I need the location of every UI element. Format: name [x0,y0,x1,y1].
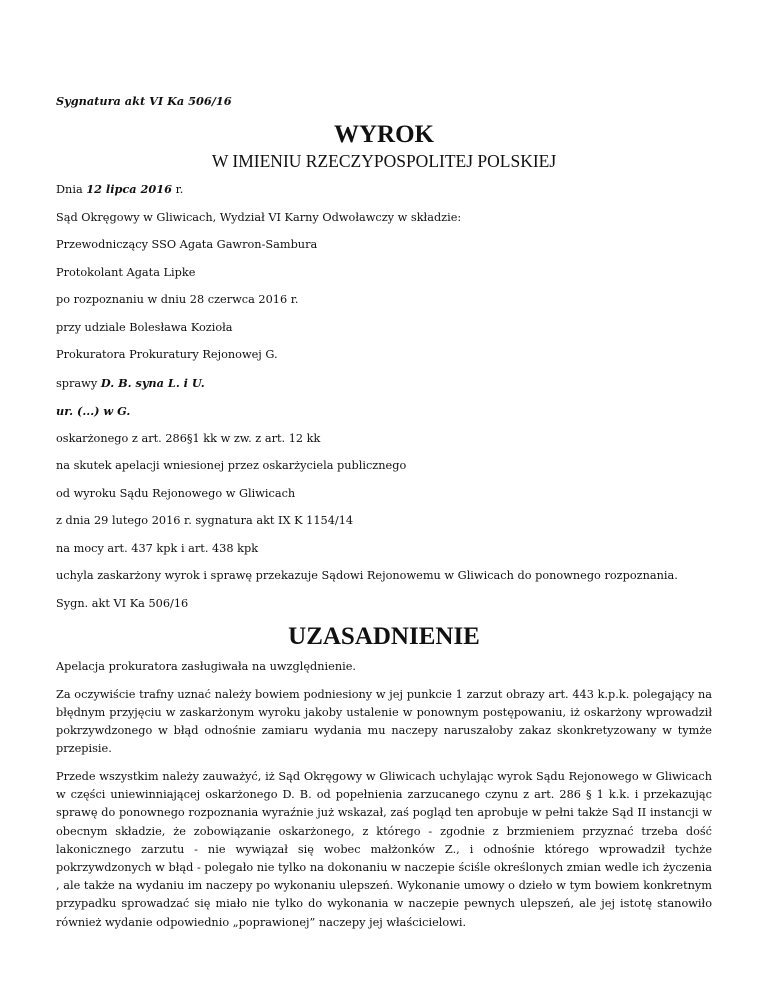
hearing-date: po rozpoznaniu w dniu 28 czerwca 2016 r. [56,293,299,306]
case-signature-2: Sygn. akt VI Ka 506/16 [56,596,189,610]
date-suffix: r. [172,183,184,196]
from-judgment-line: od wyroku Sądu Rejonowego w Gliwicach [56,486,296,500]
case-line [56,374,712,393]
decision-line: uchyla zaskarżony wyrok i sprawę przekazuje Sądowi Rejonowemu w Gliwicach do ponownego rozpoznania. [56,569,678,582]
justification-title: UZASADNIENIE [288,623,480,650]
court-line: Sąd Okręgowy w Gliwicach, Wydział VI Karny Odwoławczy w składzie: [56,210,462,224]
date-prefix: Dnia [56,183,87,196]
document-title: WYROK [334,121,434,148]
case-signature: Sygnatura akt VI Ka 506/16 [56,94,232,108]
appeal-line: na skutek apelacji wniesionej przez oskarżyciela publicznego [56,459,407,472]
date-value: 12 lipca 2016 [86,182,172,196]
case-prefix: sprawy [56,376,101,390]
judgment-date [56,180,712,199]
presiding-judge: Przewodniczący SSO Agata Gawron-Sambura [56,238,318,251]
defendant-name: D. B. syna L. i U. [100,375,205,390]
legal-basis-line: na mocy art. 437 kpk i art. 438 kpk [56,541,259,555]
prosecutor-line: Prokuratora Prokuratury Rejonowej G. [56,348,278,361]
participation-line: przy udziale Bolesława Kozioła [56,320,233,334]
document-subtitle: W IMIENIU RZECZYPOSPOLITEJ POLSKIEJ [211,151,557,171]
justification-paragraph-2: Za oczywiście trafny uznać należy bowiem podniesiony w jej punkcie 1 zarzut obrazy art. 443 k.p.k. polegający na błędnym przyjęciu w zaskarżonym wyroku jakoby ustalenie w ponownym postępowaniu, iż oskarżony wprowadził pokrzywdzonego w błąd odnośnie zamiaru wydania mu naczepy naruszałoby zakaz skonkretyzowany w tymże przepisie. [56,687,712,756]
court-clerk: Protokolant Agata Lipke [56,265,196,279]
birth-line: ur. (...) w G. [56,404,131,418]
judgment-date-line: z dnia 29 lutego 2016 r. sygnatura akt IX K 1154/14 [56,514,354,527]
justification-paragraph-3: Przede wszystkim należy zauważyć, iż Sąd Okręgowy w Gliwicach uchylając wyrok Sądu Rejonowego w Gliwicach w części uniewinniającej oskarżonego D. B. od popełnienia zarzucanego czynu z art. 286 § 1 k.k. i przekazując sprawę do ponownego rozpoznania wyraźnie już wskazał, zaś pogląd ten aprobuje w pełni także Sąd II instancji w obecnym składzie, że zobowiązanie oskarżonego, z którego - zgodnie z brzmieniem przyznać trzeba dość lakonicznego zarzutu - nie wywiązał się wobec małżonków Z., i odnośnie którego wprowadził tychże pokrzywdzonych w błąd - polegało nie tylko na dokonaniu w naczepie ściśle określonych zmian wedle ich życzenia , ale także na wydaniu im naczepy po wykonaniu ulepszeń. Wykonanie umowy o dzieło w tym bowiem konkretnym przypadku sprowadzać się miało nie tylko do wykonania w naczepie pewnych ulepszeń, ale jej istotę stanowiło również wydanie odpowiednio „poprawionej” naczepy jej właścicielowi. [56,770,712,929]
justification-paragraph-1: Apelacja prokuratora zasługiwała na uwzględnienie. [56,660,356,673]
charge-line: oskarżonego z art. 286§1 kk w zw. z art. 12 kk [56,431,321,445]
